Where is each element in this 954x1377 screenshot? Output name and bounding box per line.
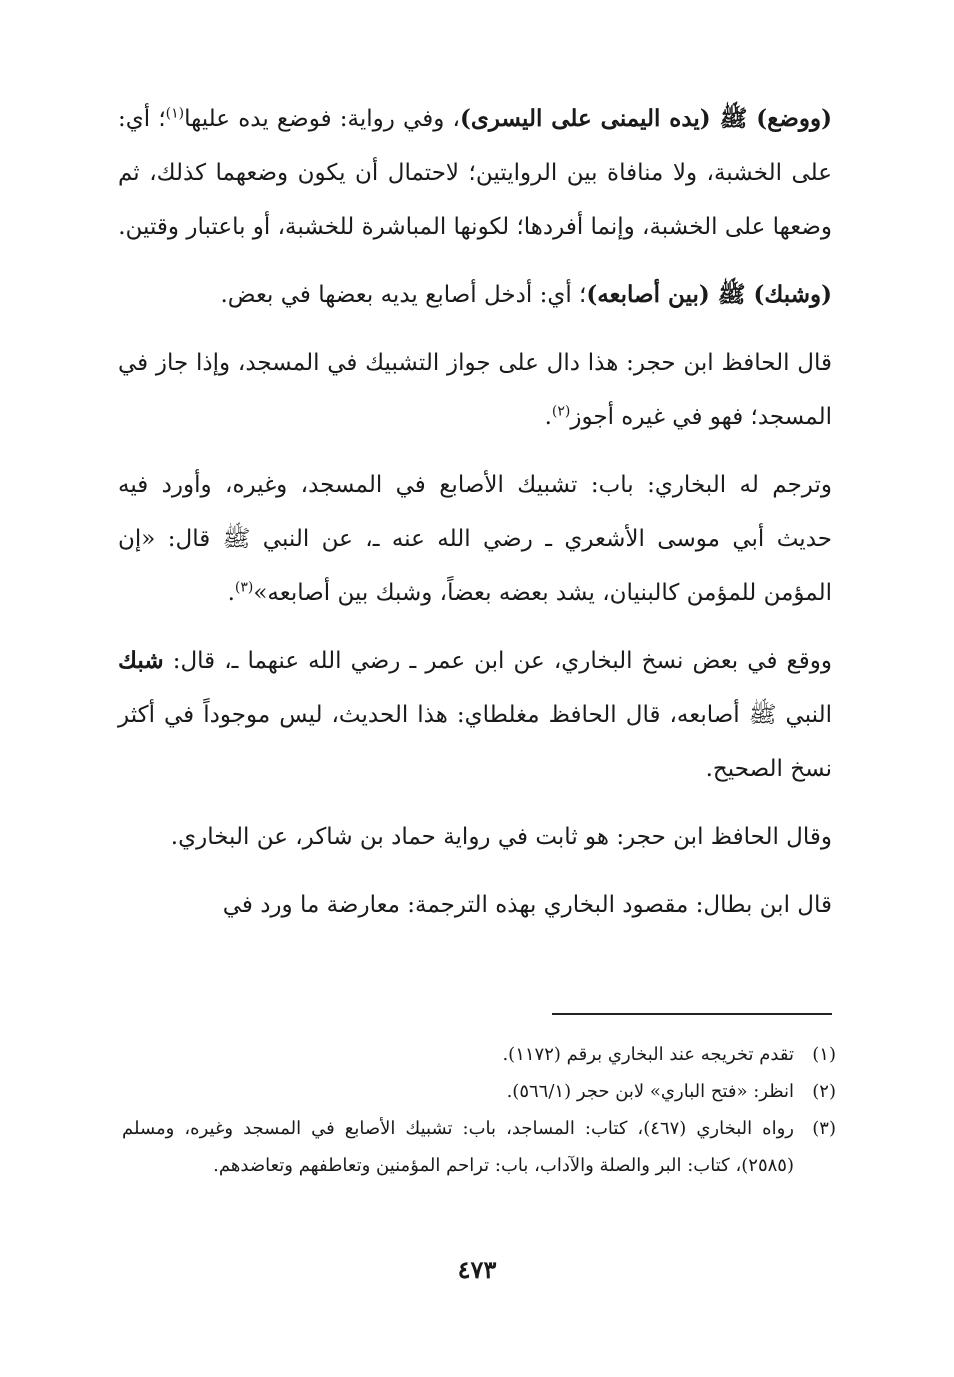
footnote-item: [122, 1036, 836, 1073]
footnote-ref[interactable]: (٢): [551, 403, 571, 420]
bold-word: شبك: [118, 647, 164, 674]
paragraph-5: [118, 634, 832, 796]
paragraph-2: [118, 268, 832, 322]
paragraph-4: [118, 458, 832, 620]
bold-lead: (وشبك) ﷺ (بين أصابعه): [586, 281, 832, 308]
paragraph-text: .: [544, 404, 552, 430]
paragraph-text: ؛ أي: على الخشبة، ولا منافاة بين الروايتين؛ لاحتمال أن يكون وضعهما كذلك، ثم وضعها على الخشبة، وإنما أفردها؛ لكونها المباشرة للخشبة، أو باعتبار وقتين.: [118, 106, 832, 240]
paragraph-1: [118, 92, 832, 254]
footnote-text: تقدم تخريجه عند البخاري برقم (١١٧٢).: [502, 1044, 794, 1065]
footnote-number: (٣): [812, 1118, 836, 1139]
footnote-number: (١): [812, 1044, 836, 1065]
main-text: [118, 92, 832, 946]
paragraph-text: قال الحافظ ابن حجر: هذا دال على جواز التشبيك في المسجد، وإذا جاز في المسجد؛ فهو في غيره أجوز: [118, 350, 832, 430]
footnote-item: [122, 1110, 836, 1184]
paragraph-3: [118, 336, 832, 444]
paragraph-text: النبي ﷺ أصابعه، قال الحافظ مغلطاي: هذا الحديث، ليس موجوداً في أكثر نسخ الصحيح.: [118, 702, 832, 782]
paragraph-text: ، وفي رواية: فوضع يده عليها: [184, 106, 460, 132]
footnote-ref[interactable]: (٣): [234, 579, 254, 596]
page-number: ٤٧٣: [457, 1255, 497, 1284]
paragraph-text: قال ابن بطال: مقصود البخاري بهذه الترجمة: معارضة ما ورد في: [222, 892, 832, 918]
footnote-item: [122, 1073, 836, 1110]
footnote-separator: [552, 1013, 832, 1015]
footnote-text: انظر: «فتح الباري» لابن حجر (٥٦٦/١).: [506, 1081, 794, 1102]
paragraph-text: .: [227, 580, 235, 606]
paragraph-text: وترجم له البخاري: باب: تشبيك الأصابع في المسجد، وغيره، وأورد فيه حديث أبي موسى الأشعري ـ رضي الله عنه ـ، عن النبي ﷺ قال: «إن المؤمن للمؤمن كالبنيان، يشد بعضه بعضاً، وشبك بين أصابعه»: [118, 472, 832, 606]
footnote-text: رواه البخاري (٤٦٧)، كتاب: المساجد، باب: تشبيك الأصابع في المسجد وغيره، ومسلم (٢٥٨٥)، كتاب: البر والصلة والآداب، باب: تراحم المؤمنين وتعاطفهم وتعاضدهم.: [122, 1118, 794, 1176]
footnotes: [122, 1036, 836, 1184]
footnote-ref[interactable]: (١): [165, 105, 185, 122]
paragraph-7: [118, 878, 832, 932]
paragraph-6: [118, 810, 832, 864]
footnote-number: (٢): [812, 1081, 836, 1102]
bold-lead: (ووضع) ﷺ (يده اليمنى على اليسرى): [459, 105, 833, 132]
paragraph-text: وقال الحافظ ابن حجر: هو ثابت في رواية حماد بن شاكر، عن البخاري.: [170, 824, 832, 850]
paragraph-text: ووقع في بعض نسخ البخاري، عن ابن عمر ـ رضي الله عنهما ـ، قال:: [163, 648, 832, 674]
paragraph-text: ؛ أي: أدخل أصابع يديه بعضها في بعض.: [220, 282, 587, 308]
